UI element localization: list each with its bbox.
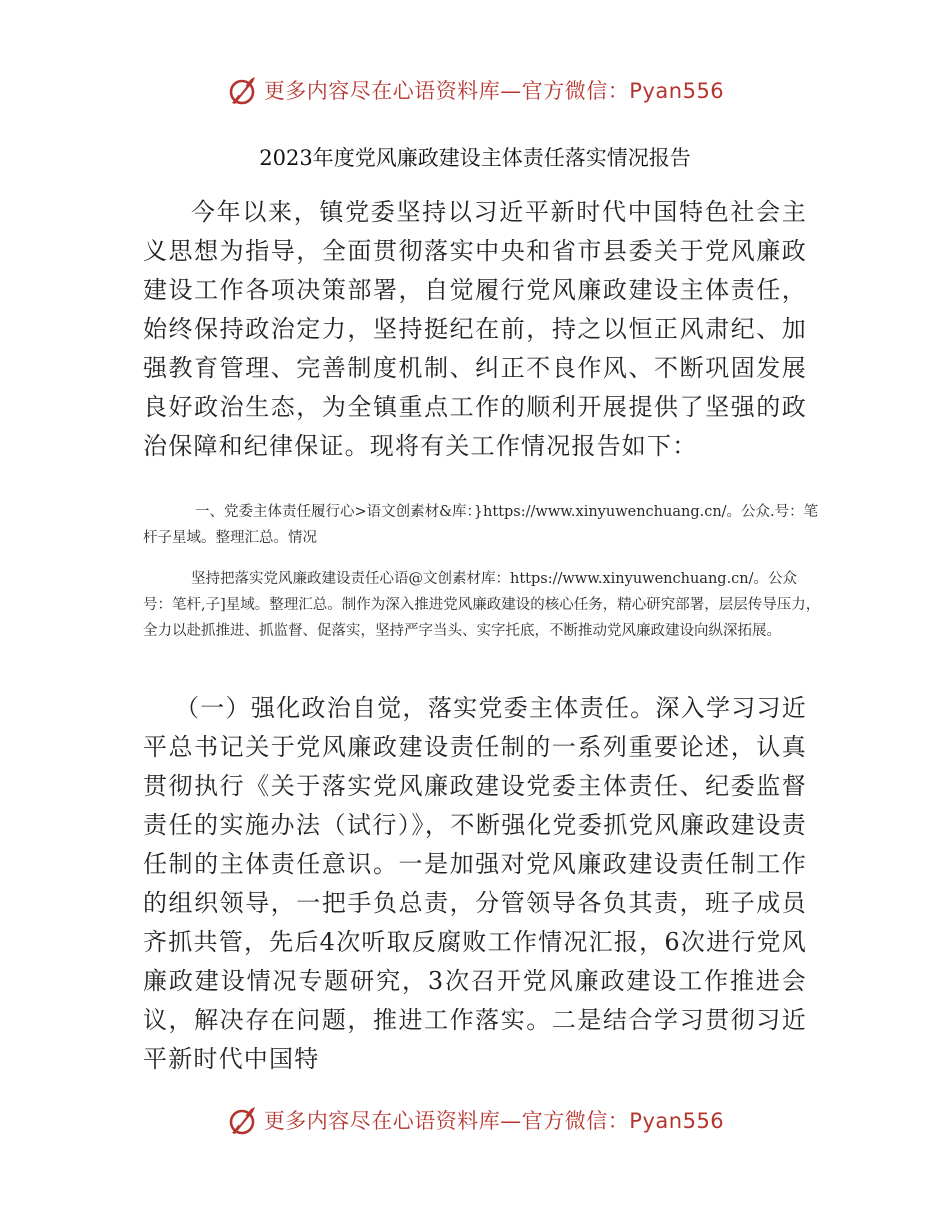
- quill-pen-logo-icon: [226, 73, 260, 107]
- subsection-paragraph: （一）强化政治自觉，落实党委主体责任。深入学习习近平总书记关于党风廉政建设责任制的一系列重要论述，认真贯彻执行《关于落实党风廉政建设党委主体责任、纪委监督责任的实施办法（试行）》，不断强化党委抓党风廉政建设责任制的主体责任意识。一是加强对党风廉政建设责任制工作的组织领导，一把手负总责，分管领导各负其责，班子成员齐抓共管，先后4次听取反腐败工作情况汇报，6次进行党风廉政建设情况专题研究，3次召开党风廉政建设工作推进会议，解决存在问题，推进工作落实。二是结合学习贯彻习近平新时代中国特: [143, 694, 807, 1073]
- footer-watermark-banner: [0, 1100, 950, 1140]
- banner-text: 更多内容尽在心语资料库—官方微信：Pyan556: [263, 1109, 725, 1133]
- header-watermark-banner: [0, 70, 950, 110]
- section-summary-paragraph: 坚持把落实党风廉政建设责任心语@文创素材库：https://www.xinyuwenchuang.cn/。公众号：笔杆,子]星域。整理汇总。制作为深入推进党风廉政建设的核心任务，精心研究部署，层层传导压力，全力以赴抓推进、抓监督、促落实，坚持严字当头、实字托底，不断推动党风廉政建设向纵深拓展。: [143, 571, 821, 639]
- quill-pen-logo-icon: [226, 1103, 260, 1137]
- document-title: 2023年度党风廉政建设主体责任落实情况报告: [259, 146, 691, 170]
- section-heading-paragraph: 一、党委主体责任履行心>语文创素材&库：}https://www.xinyuwenchuang.cn/。公众.号：笔杆子星域。整理汇总。情况: [143, 504, 819, 546]
- banner-text: 更多内容尽在心语资料库—官方微信：Pyan556: [263, 79, 725, 103]
- intro-paragraph: 今年以来，镇党委坚持以习近平新时代中国特色社会主义思想为指导，全面贯彻落实中央和省市县委关于党风廉政建设工作各项决策部署，自觉履行党风廉政建设主体责任，始终保持政治定力，坚持挺纪在前，持之以恒正风肃纪、加强教育管理、完善制度机制、纠正不良作风、不断巩固发展良好政治生态，为全镇重点工作的顺利开展提供了坚强的政治保障和纪律保证。现将有关工作情况报告如下：: [143, 198, 807, 460]
